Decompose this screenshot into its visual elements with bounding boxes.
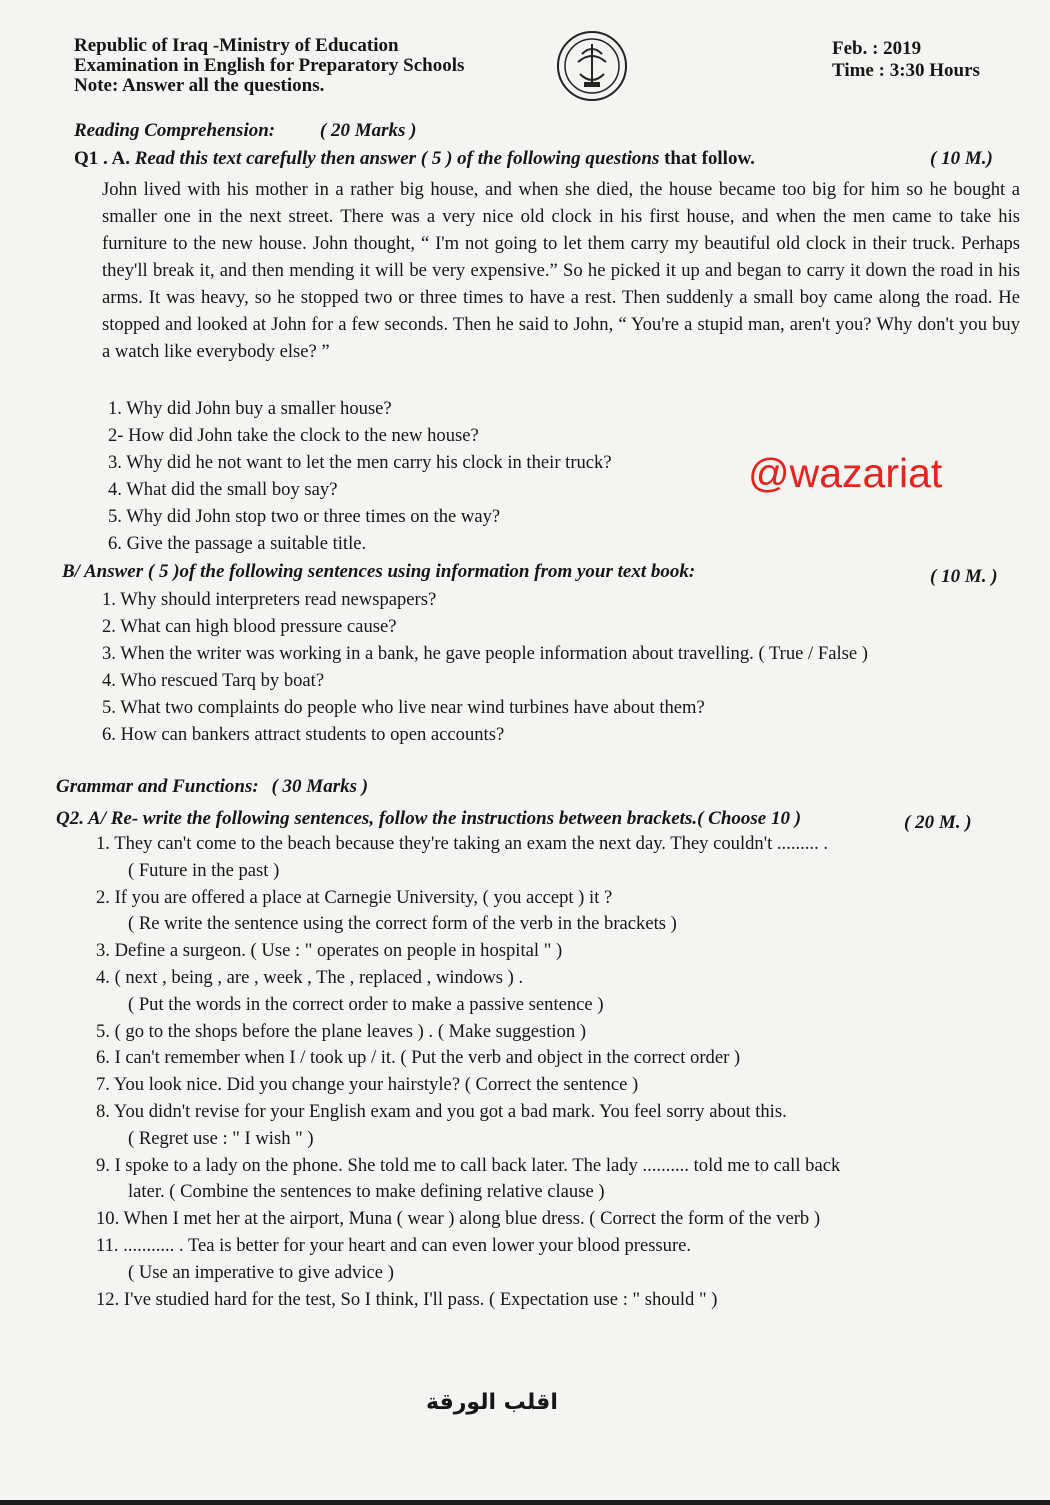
list-item: 5. Why did John stop two or three times on the way?	[108, 506, 501, 527]
grammar-items	[96, 831, 840, 1313]
exam-title-line: Examination in English for Preparatory Schools	[74, 55, 465, 76]
exam-duration: Time : 3:30 Hours	[832, 60, 980, 81]
list-item: 8. You didn't revise for your English exam and you got a bad mark. You feel sorry about this.	[96, 1100, 787, 1122]
reading-section-marks: ( 20 Marks )	[319, 120, 417, 141]
list-item: 1. They can't come to the beach because they're taking an exam the next day. They couldn't ......... .	[96, 833, 829, 854]
page-bottom-border	[0, 1500, 1050, 1505]
list-item: 6. Give the passage a suitable title.	[108, 533, 367, 554]
note-line: Note: Answer all the questions.	[74, 75, 325, 96]
list-item: 5. ( go to the shops before the plane leaves ) . ( Make suggestion )	[96, 1020, 587, 1042]
list-item: 3. Why did he not want to let the men carry his clock in their truck?	[108, 452, 612, 473]
list-item: 5. What two complaints do people who live near wind turbines have about them?	[102, 697, 705, 718]
q1-label: Q1 . A.	[74, 148, 130, 169]
grammar-section-marks: ( 30 Marks )	[271, 776, 369, 797]
ministry-line: Republic of Iraq -Ministry of Education	[74, 35, 399, 56]
list-item: ( Regret use : " I wish " )	[128, 1127, 314, 1149]
list-item: 2. What can high blood pressure cause?	[102, 616, 397, 637]
list-item: 4. Who rescued Tarq by boat?	[102, 670, 325, 691]
q2-marks: ( 20 M. )	[904, 812, 972, 833]
list-item: 9. I spoke to a lady on the phone. She told me to call back later. The lady .......... told me to call back	[96, 1154, 841, 1176]
q1-instruction-tail: that follow.	[664, 148, 755, 169]
list-item: 6. I can't remember when I / took up / it. ( Put the verb and object in the correct order )	[96, 1047, 741, 1069]
part-b-instruction: B/ Answer ( 5 )of the following sentences using information from your text book:	[62, 561, 696, 582]
list-item: 11. ........... . Tea is better for your heart and can even lower your blood pressure.	[96, 1234, 692, 1256]
grammar-section-title: Grammar and Functions: ( 30 Marks )	[56, 776, 369, 797]
list-item: ( Re write the sentence using the correct form of the verb in the brackets )	[128, 913, 677, 935]
list-item: ( Future in the past )	[128, 859, 280, 881]
list-item: ( Use an imperative to give advice )	[128, 1261, 394, 1283]
part-b-marks: ( 10 M. )	[930, 566, 998, 587]
exam-date: Feb. : 2019	[832, 38, 922, 59]
list-item: 4. ( next , being , are , week , The , replaced , windows ) .	[96, 966, 524, 988]
header-left	[74, 36, 464, 96]
list-item: later. ( Combine the sentences to make defining relative clause )	[128, 1181, 605, 1203]
watermark-handle: @wazariat	[748, 450, 943, 496]
turn-page-note: اقلب الورقة	[426, 1390, 558, 1415]
q1-heading	[74, 148, 755, 170]
list-item: 1. Why should interpreters read newspapers?	[102, 589, 437, 610]
list-item: 10. When I met her at the airport, Muna ( wear ) along blue dress. ( Correct the form of the verb )	[96, 1208, 821, 1230]
list-item: ( Put the words in the correct order to make a passive sentence )	[128, 993, 604, 1015]
q1-instruction: Read this text carefully then answer ( 5 ) of the following questions	[134, 148, 660, 169]
list-item: 1. Why did John buy a smaller house?	[108, 398, 392, 419]
header-right	[832, 38, 980, 82]
list-item: 3. Define a surgeon. ( Use : " operates on people in hospital " )	[96, 940, 563, 962]
reading-questions	[108, 395, 612, 557]
list-item: 12. I've studied hard for the test, So I think, I'll pass. ( Expectation use : " should " )	[96, 1288, 718, 1310]
q2-instruction: Q2. A/ Re- write the following sentences, follow the instructions between brackets.( Choose 10 )	[56, 808, 802, 829]
list-item: 3. When the writer was working in a bank, he gave people information about travelling. ( True / False )	[102, 643, 868, 664]
part-b-questions	[102, 586, 868, 748]
ministry-emblem-icon	[556, 30, 628, 102]
list-item: 2- How did John take the clock to the new house?	[108, 425, 479, 446]
list-item: 2. If you are offered a place at Carnegie University, ( you accept ) it ?	[96, 886, 613, 908]
reading-passage: John lived with his mother in a rather big house, and when she died, the house became too big for him so he bought a smaller one in the next street. There was a very nice old clock in his first house, and when the men came to take his furniture to the new house. John thought, “ I'm not going to let them carry my beautiful old clock in their truck. Perhaps they'll break it, and then mending it will be very expensive.” So he picked it up and began to carry it down the road in his arms. It was heavy, so he stopped two or three times to have a rest. Then suddenly a small boy came along the road. He stopped and looked at John for a few seconds. Then he said to John, “ You're a stupid man, aren't you? Why don't you buy a watch like everybody else? ”	[102, 179, 1020, 362]
list-item: 4. What did the small boy say?	[108, 479, 338, 500]
reading-section-title: Reading Comprehension: ( 20 Marks )	[74, 120, 417, 141]
list-item: 7. You look nice. Did you change your hairstyle? ( Correct the sentence )	[96, 1074, 639, 1096]
list-item: 6. How can bankers attract students to open accounts?	[102, 724, 505, 745]
q1-marks: ( 10 M.)	[930, 148, 993, 169]
